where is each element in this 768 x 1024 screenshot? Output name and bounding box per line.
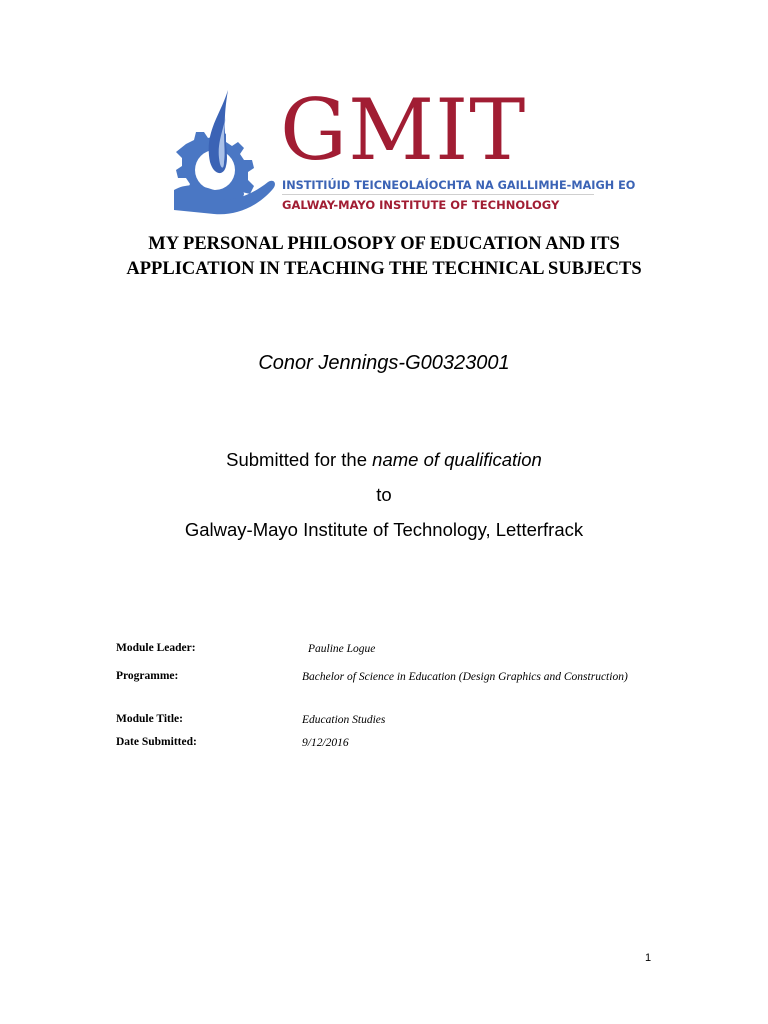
details-table: [116, 642, 652, 756]
document-title: MY PERSONAL PHILOSOPY OF EDUCATION AND ITS APPLICATION IN TEACHING THE TECHNICAL SUBJECTS: [126, 234, 642, 279]
gmit-logo: [168, 81, 636, 218]
submission-to: to: [376, 484, 392, 505]
details-label: Programme:: [116, 670, 179, 682]
institution-name: Galway-Mayo Institute of Technology, Letterfrack: [184, 519, 584, 540]
page-number: 1: [644, 952, 652, 964]
submission-line: [0, 449, 768, 471]
details-row-date-submitted: [116, 736, 652, 756]
qualification-name: name of qualification: [372, 449, 542, 470]
details-label: Module Leader:: [116, 642, 196, 654]
details-label: Date Submitted:: [116, 736, 197, 748]
details-row-programme: [116, 670, 652, 713]
author-name: Conor Jennings-G00323001: [258, 352, 510, 374]
submission-prefix: Submitted for the: [226, 449, 368, 470]
details-value: Bachelor of Science in Education (Design Graphics and Construction): [302, 671, 628, 683]
details-value: Pauline Logue: [308, 643, 376, 655]
details-value: Education Studies: [302, 714, 386, 726]
logo-irish-name: INSTITIÚID TEICNEOLAÍOCHTA NA GAILLIMHE-MAIGH EO: [282, 178, 636, 192]
logo-divider: [282, 194, 594, 195]
details-label: Module Title:: [116, 713, 183, 725]
details-value: 9/12/2016: [302, 737, 349, 749]
gmit-emblem-icon: [168, 86, 278, 218]
logo-english-name: GALWAY-MAYO INSTITUTE OF TECHNOLOGY: [282, 198, 560, 212]
details-row-module-leader: [116, 642, 652, 670]
details-row-module-title: [116, 713, 652, 736]
gmit-wordmark: GMIT: [280, 81, 527, 179]
